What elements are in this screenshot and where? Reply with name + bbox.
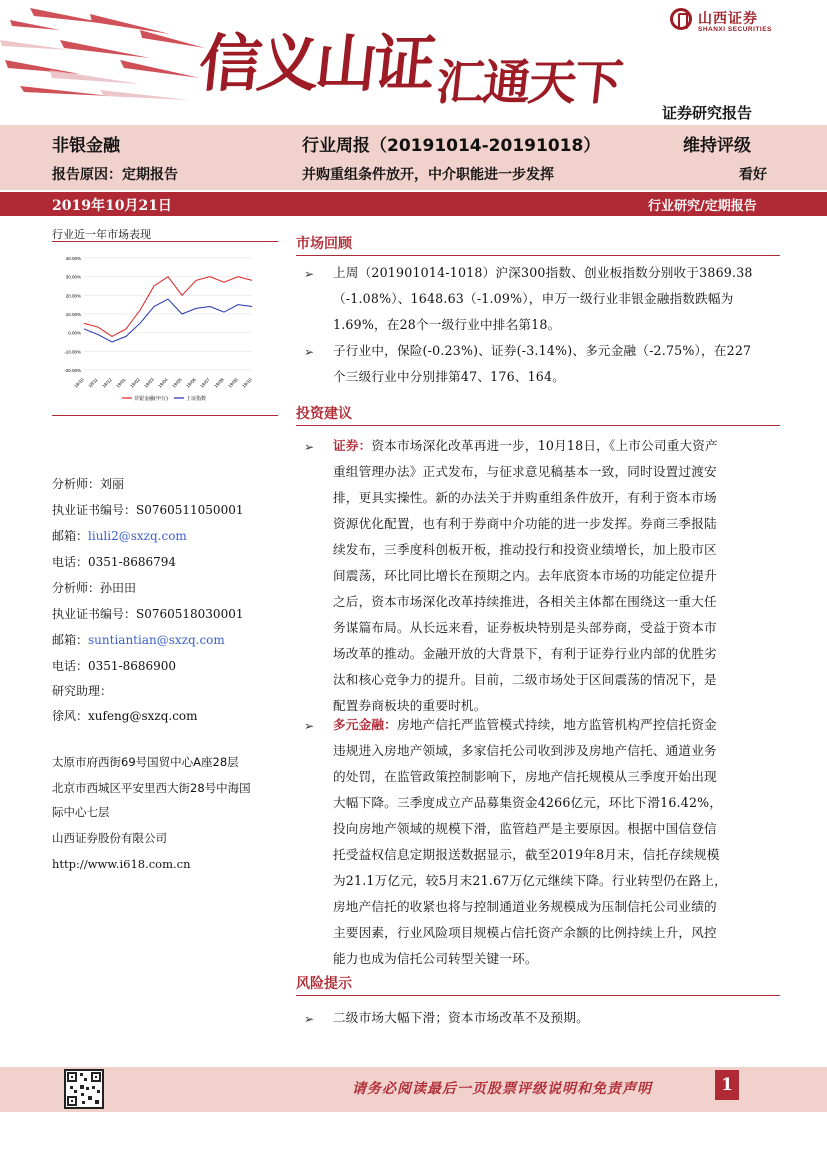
divider <box>296 995 780 996</box>
contact-label: 电话：0351-8686794 <box>52 555 177 569</box>
website-link[interactable]: http://www.i618.com.cn <box>52 857 191 871</box>
address-line: 山西证券股份有限公司 <box>52 831 167 845</box>
text-line: 大幅下降。三季度成立产品募集资金4266亿元，环比下滑16.42%， <box>333 795 723 810</box>
contact-line <box>52 501 243 518</box>
section-title-advice: 投资建议 <box>296 406 352 422</box>
text-span: 资本市场深化改革再进一步，10月18日，《上市公司重大资产 <box>371 438 718 453</box>
bullet-arrow-icon: ➢ <box>304 1012 315 1026</box>
text-line: 排，更具实操性。新的办法关于并购重组条件放开，有利于资本市场 <box>333 490 717 505</box>
report-category: 行业研究/定期报告 <box>648 199 757 214</box>
market-performance-chart <box>52 246 278 412</box>
report-reason: 报告原因：定期报告 <box>52 167 178 183</box>
report-subtitle: 并购重组条件放开，中介职能进一步发挥 <box>302 167 554 183</box>
y-tick-label: -20.00% <box>64 368 81 373</box>
review-paragraph-2 <box>333 338 775 390</box>
contact-line <box>52 475 124 492</box>
contact-line <box>52 631 225 648</box>
text-line: 主要因素，行业风险项目规模占信托资产余额的比例持续上升，风控 <box>333 925 717 940</box>
contact-line <box>52 657 176 674</box>
y-tick-label: 20.00% <box>65 293 81 299</box>
x-tick-label: 18/11 <box>87 377 99 389</box>
logo-en-text: SHANXI SECURITIES <box>698 26 772 33</box>
report-date: 2019年10月21日 <box>52 198 172 214</box>
x-tick-label: 19/03 <box>143 377 155 389</box>
divider <box>52 241 278 242</box>
text-line: 违规进入房地产领域，多家信托公司收到涉及房地产信托、通道业务 <box>333 743 717 758</box>
contact-label: 执业证书编号：S0760518030001 <box>52 607 244 621</box>
text-line: 二级市场大幅下滑；资本市场改革不及预期。 <box>333 1010 589 1025</box>
x-tick-label: 18/12 <box>101 377 113 389</box>
bullet-arrow-icon: ➢ <box>304 719 315 733</box>
address-line: 太原市府西街69号国贸中心A座28层 <box>52 755 239 769</box>
text-line: 1.69%，在28个一级行业中排名第18。 <box>333 317 561 332</box>
text-line: 子行业中，保险(-0.23%)、证券(-3.14%)、多元金融（-2.75%），在227 <box>333 343 752 358</box>
bullet-arrow-icon: ➢ <box>304 440 315 454</box>
decorative-flag-graphic <box>0 0 220 110</box>
contact-label: 徐风：xufeng@sxzq.com <box>52 709 198 723</box>
qr-pattern <box>66 1071 102 1107</box>
y-tick-label: 40.00% <box>65 256 81 261</box>
text-line: 个三级行业中分别排第47、176、164。 <box>333 369 566 384</box>
text-line <box>333 433 775 459</box>
text-line: 场改革的推动。金融开放的大背景下，有利于证券行业内部的优胜劣 <box>333 646 717 661</box>
risk-paragraph <box>333 1005 775 1031</box>
text-line: 房地产信托的收紧也将与控制通道业务规模成为压制信托公司业绩的 <box>333 899 717 914</box>
text-line: 之后，资本市场深化改革持续推进，各相关主体都在围绕这一重大任 <box>333 594 717 609</box>
contact-line <box>52 605 243 622</box>
x-tick-label: 19/05 <box>171 377 183 389</box>
x-tick-label: 19/10 <box>241 377 253 389</box>
disclaimer-text: 请务必阅读最后一页股票评级说明和免责声明 <box>352 1081 652 1097</box>
bullet-arrow-icon: ➢ <box>304 345 315 359</box>
text-line: 上周（201901014-1018）沪深300指数、创业板指数分别收于3869.38 <box>333 265 753 280</box>
page-number: 1 <box>715 1070 739 1100</box>
text-line: 续发布，三季度科创板开板，推动投行和投资业绩增长，加上股市区 <box>333 542 717 557</box>
contact-label: 执业证书编号：S0760511050001 <box>52 503 244 517</box>
text-line: 能力也成为信托公司转型关键一环。 <box>333 951 538 966</box>
x-tick-label: 19/08 <box>213 377 225 389</box>
divider <box>296 255 780 256</box>
email-link[interactable]: liuli2@sxzq.com <box>88 529 187 543</box>
text-line: 配置券商板块的重要时机。 <box>333 698 487 713</box>
address-line: 北京市西城区平安里西大街28号中海国 <box>52 781 251 795</box>
y-tick-label: 10.00% <box>65 312 81 317</box>
text-line: 投向房地产领域的规模下滑，监管趋严是主要原因。根据中国信登信 <box>333 821 717 836</box>
x-tick-label: 19/09 <box>227 377 239 389</box>
finance-paragraph <box>333 712 775 972</box>
x-tick-label: 19/01 <box>115 377 127 389</box>
contact-label: 电话：0351-8686900 <box>52 659 177 673</box>
text-line: 为21.1万亿元，较5月末21.67万亿元继续下降。行业转型仍在路上， <box>333 873 727 888</box>
text-line: 资源优化配置，也有利于券商中介功能的进一步发挥。券商三季报陆 <box>333 516 717 531</box>
header-banner <box>0 0 827 125</box>
securities-label: 证券： <box>333 438 372 453</box>
section-title-review: 市场回顾 <box>296 236 352 252</box>
x-tick-label: 19/04 <box>157 377 169 389</box>
logo-cn-text: 山西证券 <box>698 11 758 27</box>
x-tick-label: 19/06 <box>185 377 197 389</box>
finance-label: 多元金融： <box>333 717 397 732</box>
y-tick-label: -10.00% <box>64 349 81 355</box>
contact-label: 邮箱： <box>52 529 89 543</box>
contact-label: 研究助理： <box>52 684 113 698</box>
x-tick-label: 19/02 <box>129 377 141 389</box>
address-line: 际中心七层 <box>52 805 110 819</box>
divider <box>52 415 278 416</box>
series-line-1 <box>84 299 252 342</box>
text-line: 托受益权信息定期报送数据显示，截至2019年8月末，信托存续规模 <box>333 847 720 862</box>
y-tick-label: 30.00% <box>65 274 81 280</box>
legend-label: 非银金融(申万) <box>134 396 168 402</box>
text-span: 房地产信托严监管模式持续，地方监管机构严控信托资金 <box>396 717 717 732</box>
contact-label: 邮箱： <box>52 633 89 647</box>
text-line: 务谋篇布局。从长远来看，证券板块特别是头部券商，受益于资本市 <box>333 620 717 635</box>
text-line: 间震荡，环比同比增长在预期之内。去年底资本市场的功能定位提升 <box>333 568 717 583</box>
x-tick-label: 18/10 <box>73 377 85 389</box>
chart-title: 行业近一年市场表现 <box>52 228 151 241</box>
contact-line <box>52 553 176 570</box>
slogan-sub: 汇通天下 <box>433 55 624 111</box>
contact-line <box>52 682 112 699</box>
bullet-arrow-icon: ➢ <box>304 267 315 281</box>
slogan-main: 信义山证 <box>195 27 436 100</box>
company-logo-icon <box>670 8 692 30</box>
divider <box>296 425 780 426</box>
report-kind: 证券研究报告 <box>662 104 753 122</box>
contact-line <box>52 527 187 544</box>
text-line: 的处罚，在监管政策控制影响下，房地产信托规模从三季度开始出现 <box>333 769 717 784</box>
contact-label: 分析师：孙田田 <box>52 581 137 595</box>
securities-paragraph <box>333 433 775 719</box>
report-title: 行业周报（20191014-20191018） <box>302 136 601 156</box>
legend-label: 上证指数 <box>186 396 207 402</box>
contact-line <box>52 579 136 596</box>
text-line: （-1.08%）、1648.63（-1.09%），申万一级行业非银金融指数跌幅为 <box>333 291 734 306</box>
text-line <box>333 712 775 738</box>
qr-code-icon <box>64 1069 104 1109</box>
x-tick-label: 19/07 <box>199 377 211 389</box>
series-line-0 <box>84 277 252 337</box>
rating-value: 看好 <box>739 167 767 183</box>
email-link[interactable]: suntiantian@sxzq.com <box>88 633 225 647</box>
y-tick-label: 0.00% <box>68 330 81 336</box>
rating-label: 维持评级 <box>683 136 751 156</box>
text-line: 汰和核心竞争力的提升。目前，二级市场处于区间震荡的情况下，是 <box>333 672 717 687</box>
review-paragraph-1 <box>333 260 775 338</box>
sector-title: 非银金融 <box>52 136 120 156</box>
text-line: 重组管理办法》正式发布，与征求意见稿基本一致，同时设置过渡安 <box>333 464 717 479</box>
contact-label: 分析师：刘丽 <box>52 477 125 491</box>
section-title-risk: 风险提示 <box>296 976 352 992</box>
contact-line <box>52 707 198 724</box>
